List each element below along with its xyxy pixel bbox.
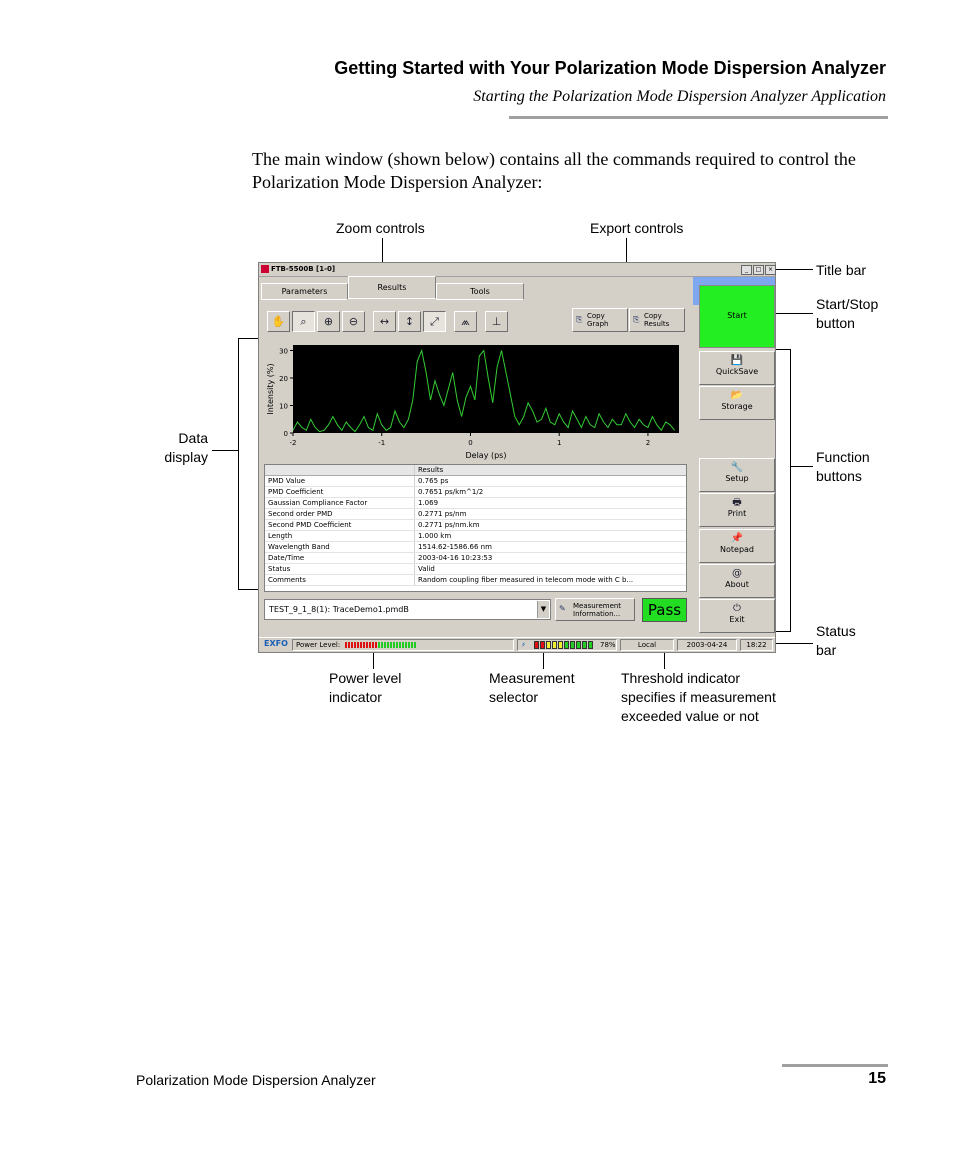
function-button-setup[interactable] (699, 458, 775, 492)
bracket-data-top (238, 338, 258, 339)
zoom-in-icon[interactable]: ⊕ (317, 311, 340, 332)
copy-results-icon: ⎘ (633, 315, 640, 324)
table-cell-key: Second PMD Coefficient (265, 520, 415, 531)
minimize-icon[interactable]: _ (741, 265, 752, 275)
callout-thr-line1: Threshold indicator (621, 670, 741, 686)
callout-thr-line3: exceeded value or not (621, 708, 759, 724)
battery-segment (576, 641, 581, 649)
table-row[interactable] (265, 575, 686, 586)
copy-graph-button[interactable] (572, 308, 628, 332)
measurement-select-value: TEST_9_1_8(1): TraceDemo1.pmdB (269, 605, 409, 614)
setup-icon: 🔧 (730, 462, 744, 473)
title-bar (259, 263, 775, 277)
table-row[interactable] (265, 509, 686, 520)
callout-power-level (329, 669, 401, 707)
power-level-segment (408, 642, 410, 648)
battery-segment (540, 641, 545, 649)
delay-graph (259, 337, 691, 463)
table-cell-value: 1.069 (415, 498, 687, 509)
battery-segment (564, 641, 569, 649)
power-level-segment (348, 642, 350, 648)
table-cell-key: Gaussian Compliance Factor (265, 498, 415, 509)
table-row[interactable] (265, 553, 686, 564)
callout-start-stop-line1: Start/Stop (816, 296, 879, 312)
callout-status-line1: Status (816, 623, 856, 639)
power-level-segment (369, 642, 371, 648)
status-bar (259, 637, 775, 653)
power-level-segment (351, 642, 353, 648)
results-table (264, 464, 687, 592)
table-row[interactable] (265, 531, 686, 542)
x-tick-label: -1 (378, 439, 386, 447)
zoom-fit-icon[interactable]: ⤢ (423, 311, 446, 332)
battery-segment (546, 641, 551, 649)
leader-function (790, 466, 813, 467)
callout-power-line1: Power level (329, 670, 402, 686)
table-cell-key: Date/Time (265, 553, 415, 564)
full-view-icon[interactable]: ⩕ (454, 311, 477, 332)
power-level-segment (396, 642, 398, 648)
plug-icon: ⚡ (521, 641, 526, 649)
time-cell: 18:22 (740, 639, 773, 651)
callout-function-line2: buttons (816, 468, 862, 484)
power-level-segment (384, 642, 386, 648)
battery-percent: 78% (600, 641, 616, 649)
y-tick-label: 0 (283, 430, 288, 438)
power-level-segment (390, 642, 392, 648)
leader-start-stop (774, 313, 813, 314)
function-button-label: QuickSave (715, 367, 759, 376)
table-header-row (265, 465, 686, 476)
x-axis-label: Delay (ps) (465, 451, 507, 460)
callout-start-stop (816, 295, 878, 333)
callout-title-bar: Title bar (816, 262, 867, 278)
notepad-icon: 📌 (730, 533, 744, 544)
copy-results-button[interactable] (629, 308, 685, 332)
leader-status (776, 643, 813, 644)
leader-data-display (212, 450, 238, 451)
battery-cell (517, 639, 617, 651)
function-button-notepad[interactable] (699, 529, 775, 563)
power-level-segment (399, 642, 401, 648)
tab-tools[interactable]: Tools (436, 283, 524, 300)
power-level-segment (381, 642, 383, 648)
battery-segment (552, 641, 557, 649)
callout-zoom-controls: Zoom controls (336, 220, 425, 236)
table-header-key (265, 465, 415, 476)
bracket-function (790, 349, 791, 632)
function-button-label: Notepad (720, 545, 754, 554)
callout-function-line1: Function (816, 449, 870, 465)
intro-paragraph: The main window (shown below) contains all the commands required to control the Polarization Mode Dispersion Analyzer: (252, 149, 856, 192)
table-cell-value: 0.2771 ps/nm (415, 509, 687, 520)
y-axis-label: Intensity (%) (266, 363, 275, 415)
power-level-segment (387, 642, 389, 648)
callout-start-stop-line2: button (816, 315, 855, 331)
copy-graph-label1: Copy (587, 312, 605, 320)
callout-status-bar (816, 622, 856, 660)
copy-graph-label2: Graph (587, 320, 609, 328)
function-button-label: Storage (721, 402, 753, 411)
footer-product-name: Polarization Mode Dispersion Analyzer (136, 1072, 376, 1088)
window-title: FTB-5500B [1-0] (271, 265, 336, 273)
callout-export-controls: Export controls (590, 220, 684, 236)
callout-function-buttons (816, 448, 870, 486)
bracket-data-display (238, 338, 239, 590)
y-tick-label: 10 (279, 402, 288, 411)
power-level-segment (402, 642, 404, 648)
header-rule (509, 116, 888, 119)
power-level-segment (378, 642, 380, 648)
measurement-info-label2: Information... (573, 610, 621, 618)
tab-parameters[interactable]: Parameters (261, 283, 348, 300)
zoom-vertical-icon[interactable]: ↕ (398, 311, 421, 332)
table-row[interactable] (265, 498, 686, 509)
battery-segment (558, 641, 563, 649)
power-level-segment (393, 642, 395, 648)
measurement-info-label1: Measurement (573, 602, 622, 610)
exfo-logo: EXFO (261, 639, 291, 651)
threshold-indicator: Pass (642, 598, 687, 622)
table-cell-key: PMD Coefficient (265, 487, 415, 498)
power-level-segment (360, 642, 362, 648)
tab-results[interactable]: Results (348, 276, 436, 299)
power-level-segment (354, 642, 356, 648)
battery-segment (582, 641, 587, 649)
table-cell-value: 0.2771 ps/nm.km (415, 520, 687, 531)
x-tick-label: 0 (468, 439, 473, 447)
power-level-cell (292, 639, 514, 651)
storage-icon: 📂 (730, 390, 744, 401)
battery-segment (570, 641, 575, 649)
app-window (258, 262, 776, 653)
copy-results-label1: Copy (644, 312, 662, 320)
callout-data-display-line2: display (164, 449, 208, 465)
callout-data-display-line1: Data (178, 430, 208, 446)
function-button-quicksave[interactable] (699, 351, 775, 385)
power-level-label: Power Level: (296, 641, 341, 649)
table-row[interactable] (265, 564, 686, 575)
table-cell-value: 0.765 ps (415, 476, 687, 487)
power-level-segment (357, 642, 359, 648)
date-cell: 2003-04-24 (677, 639, 737, 651)
function-button-storage[interactable] (699, 386, 775, 420)
x-tick-label: 2 (645, 439, 651, 447)
function-button-about[interactable] (699, 564, 775, 598)
power-level-segment (375, 642, 377, 648)
battery-segment (588, 641, 593, 649)
table-cell-value: 1514.62-1586.66 nm (415, 542, 687, 553)
power-level-segment (405, 642, 407, 648)
function-button-label: Setup (725, 474, 749, 483)
function-button-label: Print (727, 509, 747, 518)
app-icon (261, 265, 269, 273)
table-row[interactable] (265, 542, 686, 553)
chapter-title: Getting Started with Your Polarization Mode Dispersion Analyzer (334, 58, 886, 78)
footer-rule (782, 1064, 888, 1067)
close-icon[interactable]: × (765, 265, 776, 275)
print-icon: 🖶 (732, 497, 742, 508)
callout-power-line2: indicator (329, 689, 382, 705)
y-tick-label: 30 (279, 347, 288, 356)
y-tick-label: 20 (279, 375, 288, 383)
table-cell-key: Wavelength Band (265, 542, 415, 553)
power-level-segment (345, 642, 347, 648)
pan-icon[interactable]: ✋ (267, 311, 290, 332)
table-row[interactable] (265, 487, 686, 498)
table-cell-key: Comments (265, 575, 415, 586)
start-stop-button[interactable]: Start (699, 285, 775, 348)
section-subtitle: Starting the Polarization Mode Dispersion Analyzer Application (473, 88, 886, 105)
power-level-segment (414, 642, 416, 648)
table-cell-value: 2003-04-16 10:23:53 (415, 553, 687, 564)
exit-icon: ⏻ (733, 603, 741, 614)
zoom-area-icon[interactable]: ⌕ (292, 311, 315, 332)
table-cell-key: Status (265, 564, 415, 575)
chevron-down-icon[interactable]: ▼ (537, 601, 549, 618)
x-tick-label: 1 (556, 439, 562, 447)
mode-cell: Local (620, 639, 674, 651)
function-button-label: About (725, 580, 749, 589)
measurement-information-button[interactable] (555, 598, 635, 621)
measurement-select[interactable] (264, 599, 551, 620)
plot-area (293, 345, 679, 433)
table-header-results: Results (415, 465, 687, 476)
callout-meas-line1: Measurement (489, 670, 575, 686)
power-level-segment (363, 642, 365, 648)
callout-measurement-selector (489, 669, 575, 707)
bracket-data-bottom (238, 589, 258, 590)
function-button-exit[interactable] (699, 599, 775, 633)
copy-results-label2: Results (644, 320, 670, 328)
zoom-out-icon[interactable]: ⊖ (342, 311, 365, 332)
leader-title-bar (776, 269, 813, 270)
page-number: 15 (868, 1070, 886, 1087)
callout-threshold-indicator (621, 669, 776, 726)
table-cell-value: Valid (415, 564, 687, 575)
battery-segment (534, 641, 539, 649)
info-pencil-icon: ✎ (559, 604, 566, 613)
quicksave-icon: 💾 (730, 355, 744, 366)
zoom-horizontal-icon[interactable]: ↔ (373, 311, 396, 332)
function-button-print[interactable] (699, 493, 775, 527)
table-row[interactable] (265, 476, 686, 487)
maximize-icon[interactable]: □ (753, 265, 764, 275)
about-icon: @ (732, 568, 742, 579)
table-cell-key: Length (265, 531, 415, 542)
marker-icon[interactable]: ⊥ (485, 311, 508, 332)
power-level-segment (372, 642, 374, 648)
power-level-segment (366, 642, 368, 648)
bracket-function-top (776, 349, 791, 350)
table-row[interactable] (265, 520, 686, 531)
table-cell-value: 1.000 km (415, 531, 687, 542)
copy-graph-icon: ⎘ (576, 315, 583, 324)
table-cell-value: Random coupling fiber measured in telecom mode with C b... (415, 575, 687, 586)
x-tick-label: -2 (289, 439, 297, 447)
callout-status-line2: bar (816, 642, 837, 658)
callout-data-display (156, 429, 208, 467)
bracket-function-bottom (776, 631, 791, 632)
callout-thr-line2: specifies if measurement (621, 689, 776, 705)
power-level-segment (411, 642, 413, 648)
function-button-label: Exit (729, 615, 745, 624)
table-cell-key: PMD Value (265, 476, 415, 487)
table-cell-value: 0.7651 ps/km^1/2 (415, 487, 687, 498)
table-cell-key: Second order PMD (265, 509, 415, 520)
callout-meas-line2: selector (489, 689, 539, 705)
